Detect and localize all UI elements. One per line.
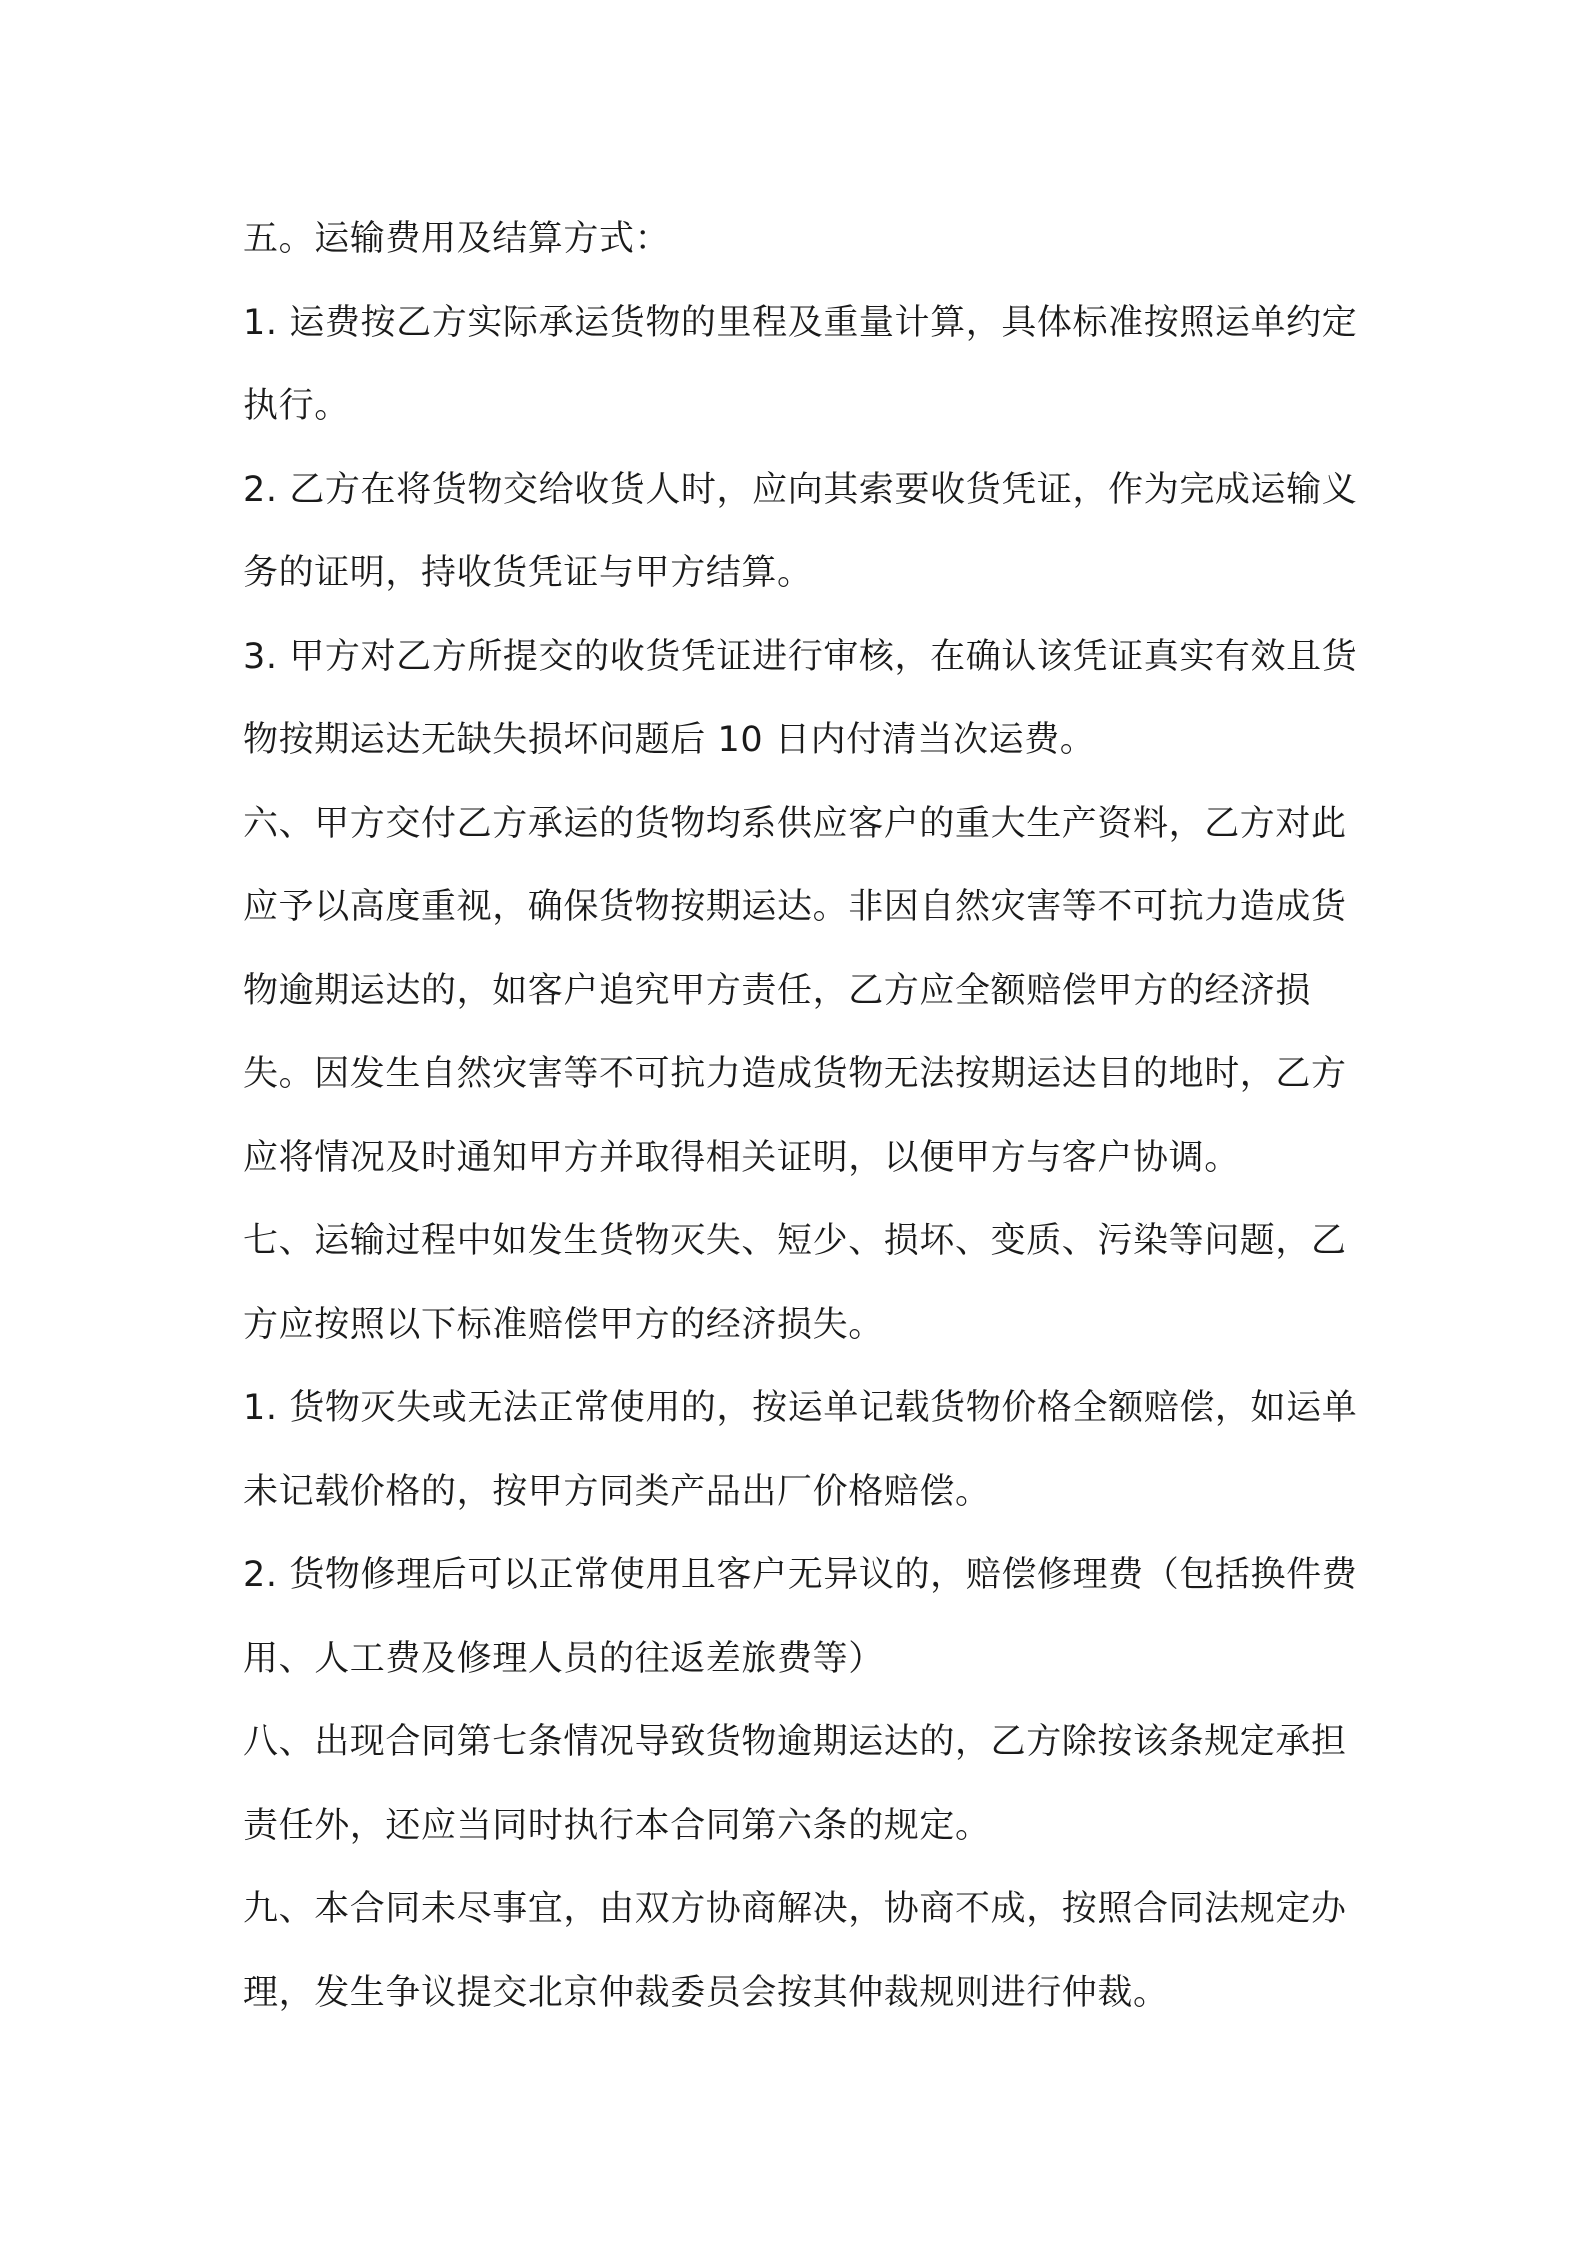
document-body — [243, 198, 1363, 2035]
section-9: 九、本合同未尽事宜，由双方协商解决，协商不成，按照合同法规定办理，发生争议提交北京仲裁委员会按其仲裁规则进行仲裁。 — [243, 1889, 1347, 2013]
section-8: 八、出现合同第七条情况导致货物逾期运达的，乙方除按该条规定承担责任外，还应当同时执行本合同第六条的规定。 — [243, 1722, 1347, 1846]
section-5-item-1: 1. 运费按乙方实际承运货物的里程及重量计算，具体标准按照运单约定执行。 — [243, 302, 1358, 426]
section-7: 七、运输过程中如发生货物灭失、短少、损坏、变质、污染等问题，乙方应按照以下标准赔偿甲方的经济损失。 — [243, 1221, 1347, 1345]
section-5-item-3: 3. 甲方对乙方所提交的收货凭证进行审核，在确认该凭证真实有效且货物按期运达无缺失损坏问题后 10 日内付清当次运费。 — [243, 636, 1358, 760]
section-6: 六、甲方交付乙方承运的货物均系供应客户的重大生产资料，乙方对此应予以高度重视，确保货物按期运达。非因自然灾害等不可抗力造成货物逾期运达的，如客户追究甲方责任，乙方应全额赔偿甲方的经济损失。因发生自然灾害等不可抗力造成货物无法按期运达目的地时，乙方应将情况及时通知甲方并取得相关证明，以便甲方与客户协调。 — [243, 803, 1347, 1178]
section-7-item-1: 1. 货物灭失或无法正常使用的，按运单记载货物价格全额赔偿，如运单未记载价格的，按甲方同类产品出厂价格赔偿。 — [243, 1388, 1358, 1512]
section-5-heading: 五。运输费用及结算方式： — [243, 219, 671, 259]
section-7-item-2: 2. 货物修理后可以正常使用且客户无异议的，赔偿修理费（包括换件费用、人工费及修理人员的往返差旅费等） — [243, 1555, 1358, 1679]
section-5-item-2: 2. 乙方在将货物交给收货人时，应向其索要收货凭证，作为完成运输义务的证明，持收货凭证与甲方结算。 — [243, 469, 1358, 593]
